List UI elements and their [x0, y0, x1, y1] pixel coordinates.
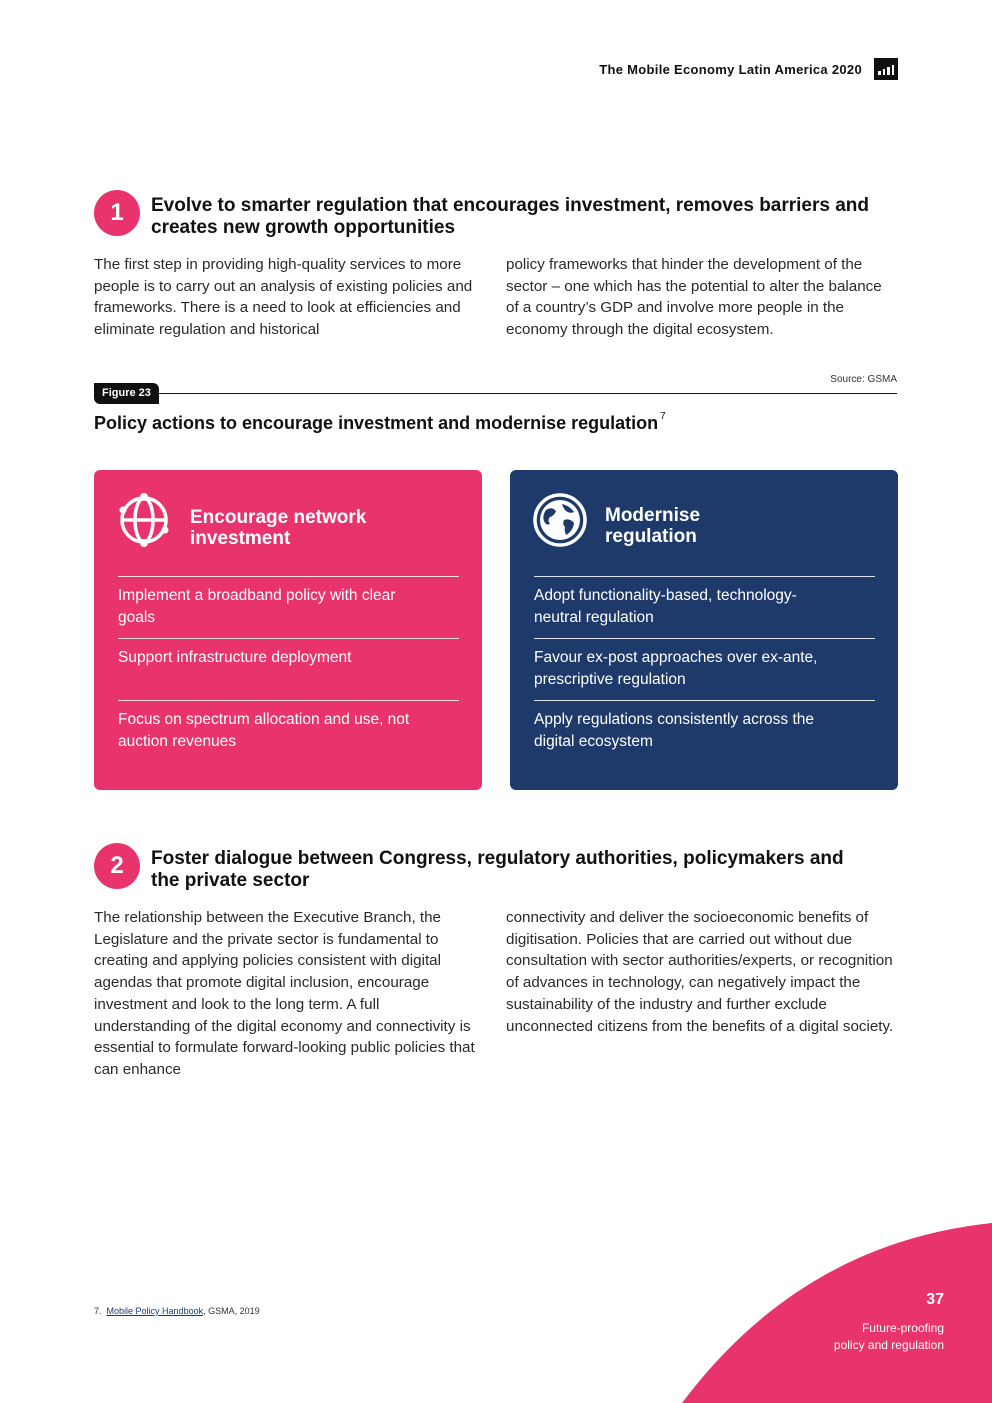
- footnote-citation: , GSMA, 2019: [203, 1306, 260, 1316]
- figure-title: [94, 413, 666, 434]
- policy-action-item: Favour ex-post approaches over ex-ante, prescriptive regulation: [534, 638, 875, 700]
- figure-label: Figure 23: [94, 383, 159, 404]
- policy-action-item: Focus on spectrum allocation and use, not auction revenues: [118, 700, 459, 762]
- policy-action-item: Implement a broadband policy with clear goals: [118, 576, 459, 638]
- card-title: Encourage network investment: [190, 507, 367, 549]
- body-text-column-right: policy frameworks that hinder the development of the sector – one which has the potential to alter the balance of a country’s GDP and involve more people in the economy through the digital ecosystem.: [506, 256, 882, 339]
- body-text-column-left: The relationship between the Executive Branch, the Legislature and the private sector is fundamental to creating and applying policies consistent with digital agendas that promote digital inclusion, encourage investment and look to the long term. A full understanding of the digital economy and connectivity is essential to formulate forward-looking public policies that can enhance: [94, 909, 475, 1078]
- publication-title: The Mobile Economy Latin America 2020: [599, 62, 862, 77]
- footer-corner-shape: [682, 1223, 992, 1403]
- figure-title-text: Policy actions to encourage investment and modernise regulation: [94, 413, 659, 433]
- body-text-column-left: The first step in providing high-quality services to more people is to carry out an analysis of existing policies and frameworks. There is a need to look at efficiencies and eliminate regulation and historical: [94, 256, 473, 339]
- body-text-column-right: connectivity and deliver the socioeconomic benefits of digitisation. Policies that are carried out without due consultation with sector authorities/experts, or recognition of advances in technology, can negatively impact the sustainability of the industry and further exclude unconnected citizens from the benefits of a digital society.: [506, 909, 894, 1035]
- card-title: Modernise regulation: [605, 505, 701, 547]
- policy-action-item: Support infrastructure deployment: [118, 638, 459, 700]
- footnote-reference[interactable]: 7: [660, 411, 666, 422]
- section-heading: Foster dialogue between Congress, regulatory authorities, policymakers and the private sector: [151, 848, 844, 891]
- policy-card-network-investment: [94, 470, 482, 790]
- figure-divider: [94, 393, 897, 394]
- policy-card-modernise-regulation: [510, 470, 898, 790]
- bar-chart-logo-icon: [874, 58, 898, 80]
- footer-section-name: Future-proofing policy and regulation: [833, 1321, 944, 1352]
- section-number-badge: 2: [94, 843, 140, 889]
- section-number-badge: 1: [94, 190, 140, 236]
- section-heading: Evolve to smarter regulation that encourages investment, removes barriers and creates new growth opportunities: [151, 195, 870, 238]
- policy-action-item: Apply regulations consistently across the digital ecosystem: [534, 700, 875, 762]
- footnote-number: 7.: [94, 1306, 102, 1316]
- policy-action-item: Adopt functionality-based, technology-neutral regulation: [534, 576, 875, 638]
- network-globe-icon: [116, 492, 172, 548]
- mobile-policy-handbook-link[interactable]: Mobile Policy Handbook: [106, 1306, 204, 1316]
- page-number: 37: [926, 1291, 944, 1308]
- earth-globe-icon: [532, 492, 588, 548]
- footnote: [94, 1306, 260, 1316]
- figure-source: Source: GSMA: [830, 374, 897, 385]
